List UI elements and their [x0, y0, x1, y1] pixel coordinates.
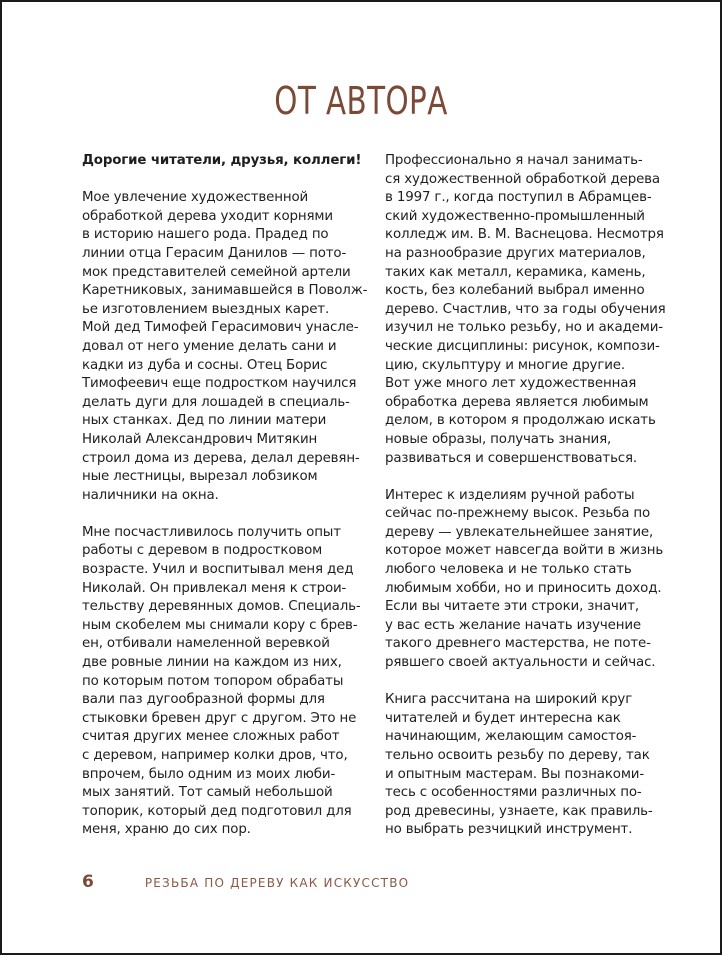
text-line: род древесины, узнаете, как правиль-	[385, 803, 653, 819]
text-line: читателей и будет интересна как	[385, 710, 621, 726]
text-line: кадки из дуба и сосны. Отец Борис	[82, 357, 328, 373]
text-line: Мне посчастливилось получить опыт	[82, 524, 341, 540]
text-line: с деревом, например колки дров, что,	[82, 748, 348, 763]
text-line: сейчас по-прежнему высок. Резьба по	[385, 506, 651, 522]
text-line: тельству деревянных домов. Специаль-	[82, 599, 361, 615]
text-line: начинающим, желающим самостоя-	[385, 729, 637, 745]
text-line: Мой дед Тимофей Герасимович унасле-	[82, 320, 359, 336]
text-line: работы с деревом в подростковом	[82, 543, 323, 559]
text-line: делать дуги для лошадей в специаль-	[82, 394, 350, 410]
page-footer	[82, 872, 409, 892]
text-line: две ровные линии на каждом из них,	[82, 655, 342, 671]
right-paragraph-3	[385, 691, 681, 840]
text-line: обработка дерева является любимым	[385, 394, 649, 410]
text-line: Николай. Он привлекал меня к строи-	[82, 580, 347, 596]
text-line: делом, в котором я продолжаю искать	[385, 413, 656, 429]
page-number: 6	[82, 872, 94, 892]
text-line: меня, храню до сих пор.	[82, 822, 251, 838]
text-line: в историю нашего рода. Прадед по	[82, 227, 329, 243]
text-line: стыковки бревен друг с другом. Это не	[82, 710, 357, 726]
right-paragraph-1	[385, 152, 681, 468]
text-line: ся художественной обработкой дерева	[385, 171, 660, 187]
text-line: обработкой дерева уходит корнями	[82, 208, 333, 224]
text-line: но выбрать резчицкий инструмент.	[385, 822, 633, 838]
text-line: довал от него умение делать сани и	[82, 338, 337, 354]
text-line: Вот уже много лет художественная	[385, 376, 637, 392]
text-line: Если вы читаете эти строки, значит,	[385, 599, 639, 615]
text-line: любого человека и не только стать	[385, 562, 632, 578]
text-line: Книга рассчитана на широкий круг	[385, 692, 633, 708]
text-line: строил дома из дерева, делал деревян-	[82, 450, 360, 466]
text-line: в 1997 г., когда поступил в Абрамцев-	[385, 190, 652, 206]
text-line: тесь с особенностями различных по-	[385, 785, 642, 801]
text-line: тельно освоить резьбу по дереву, так	[385, 748, 650, 763]
text-line: Николай Александрович Митякин	[82, 431, 318, 447]
text-line: Профессионально я начал занимать-	[385, 153, 643, 168]
text-line: ческие дисциплины: рисунок, компози-	[385, 338, 660, 354]
text-line: изучил не только резьбу, но и академи-	[385, 320, 663, 336]
paragraph-gap	[385, 468, 681, 487]
text-line: впрочем, было одним из моих люби-	[82, 766, 336, 782]
text-line: мых занятий. Тот самый небольшой	[82, 785, 333, 801]
right-paragraph-2	[385, 487, 681, 673]
text-line: на разнообразие других материалов,	[385, 245, 646, 261]
text-line: колледж им. В. М. Васнецова. Несмотря	[385, 227, 664, 243]
text-line: линии отца Герасим Данилов — пото-	[82, 245, 347, 261]
text-line: ье изготовлением выездных карет.	[82, 301, 330, 317]
text-line: и опытным мастерам. Вы познакоми-	[385, 766, 645, 782]
text-line: дерево. Счастлив, что за годы обучения	[385, 301, 666, 317]
text-line: которое может навсегда войти в жизнь	[385, 543, 664, 559]
text-line: возрасте. Учил и воспитывал меня дед	[82, 562, 354, 578]
paragraph-gap	[385, 673, 681, 692]
text-line: наличники на окна.	[82, 487, 219, 503]
text-line: Тимофеевич еще подростком научился	[82, 376, 357, 392]
text-line: ные лестницы, вырезал лобзиком	[82, 469, 318, 485]
text-line: Каретниковых, занимавшейся в Поволж-	[82, 283, 368, 299]
text-line: ных станках. Дед по линии матери	[82, 413, 327, 429]
paragraph-gap	[82, 505, 372, 524]
greeting-line: Дорогие читатели, друзья, коллеги!	[82, 153, 362, 168]
text-line: топорик, который дед подготовил для	[82, 803, 352, 819]
text-line: кость, без колебаний выбрал именно	[385, 283, 645, 299]
text-line: дереву — увлекательнейшее занятие,	[385, 524, 654, 540]
right-column	[385, 152, 681, 840]
text-line: мок представителей семейной артели	[82, 264, 351, 280]
left-paragraph-1	[82, 189, 372, 505]
text-line: у вас есть желание начать изучение	[385, 617, 641, 633]
text-line: ский художественно-промышленный	[385, 208, 645, 224]
text-line: любимым хобби, но и приносить доход.	[385, 580, 662, 596]
text-line: новые образы, получать знания,	[385, 431, 612, 447]
text-line: цию, скульптуру и многие другие.	[385, 357, 625, 373]
text-line: Мое увлечение художественной	[82, 190, 309, 206]
left-paragraph-2	[82, 524, 372, 840]
paragraph-gap	[82, 171, 372, 190]
text-line: таких как металл, керамика, камень,	[385, 264, 646, 280]
text-line: ен, отбивали намеленной веревкой	[82, 636, 330, 652]
text-line: рявшего своей актуальности и сейчас.	[385, 655, 656, 671]
text-line: ным скобелем мы снимали кору с брев-	[82, 617, 358, 633]
text-line: считая других менее сложных работ	[82, 729, 340, 745]
left-column	[82, 152, 372, 840]
text-line: по которым потом топором обрабаты	[82, 673, 344, 689]
text-line: Интерес к изделиям ручной работы	[385, 487, 635, 503]
page-title: ОТ АВТОРА	[274, 79, 448, 123]
text-line: развиваться и совершенствоваться.	[385, 450, 638, 466]
running-head: РЕЗЬБА ПО ДЕРЕВУ КАК ИСКУССТВО	[144, 876, 410, 890]
text-line: такого древнего мастерства, не поте-	[385, 636, 651, 652]
text-line: вали паз дугообразной формы для	[82, 692, 325, 708]
